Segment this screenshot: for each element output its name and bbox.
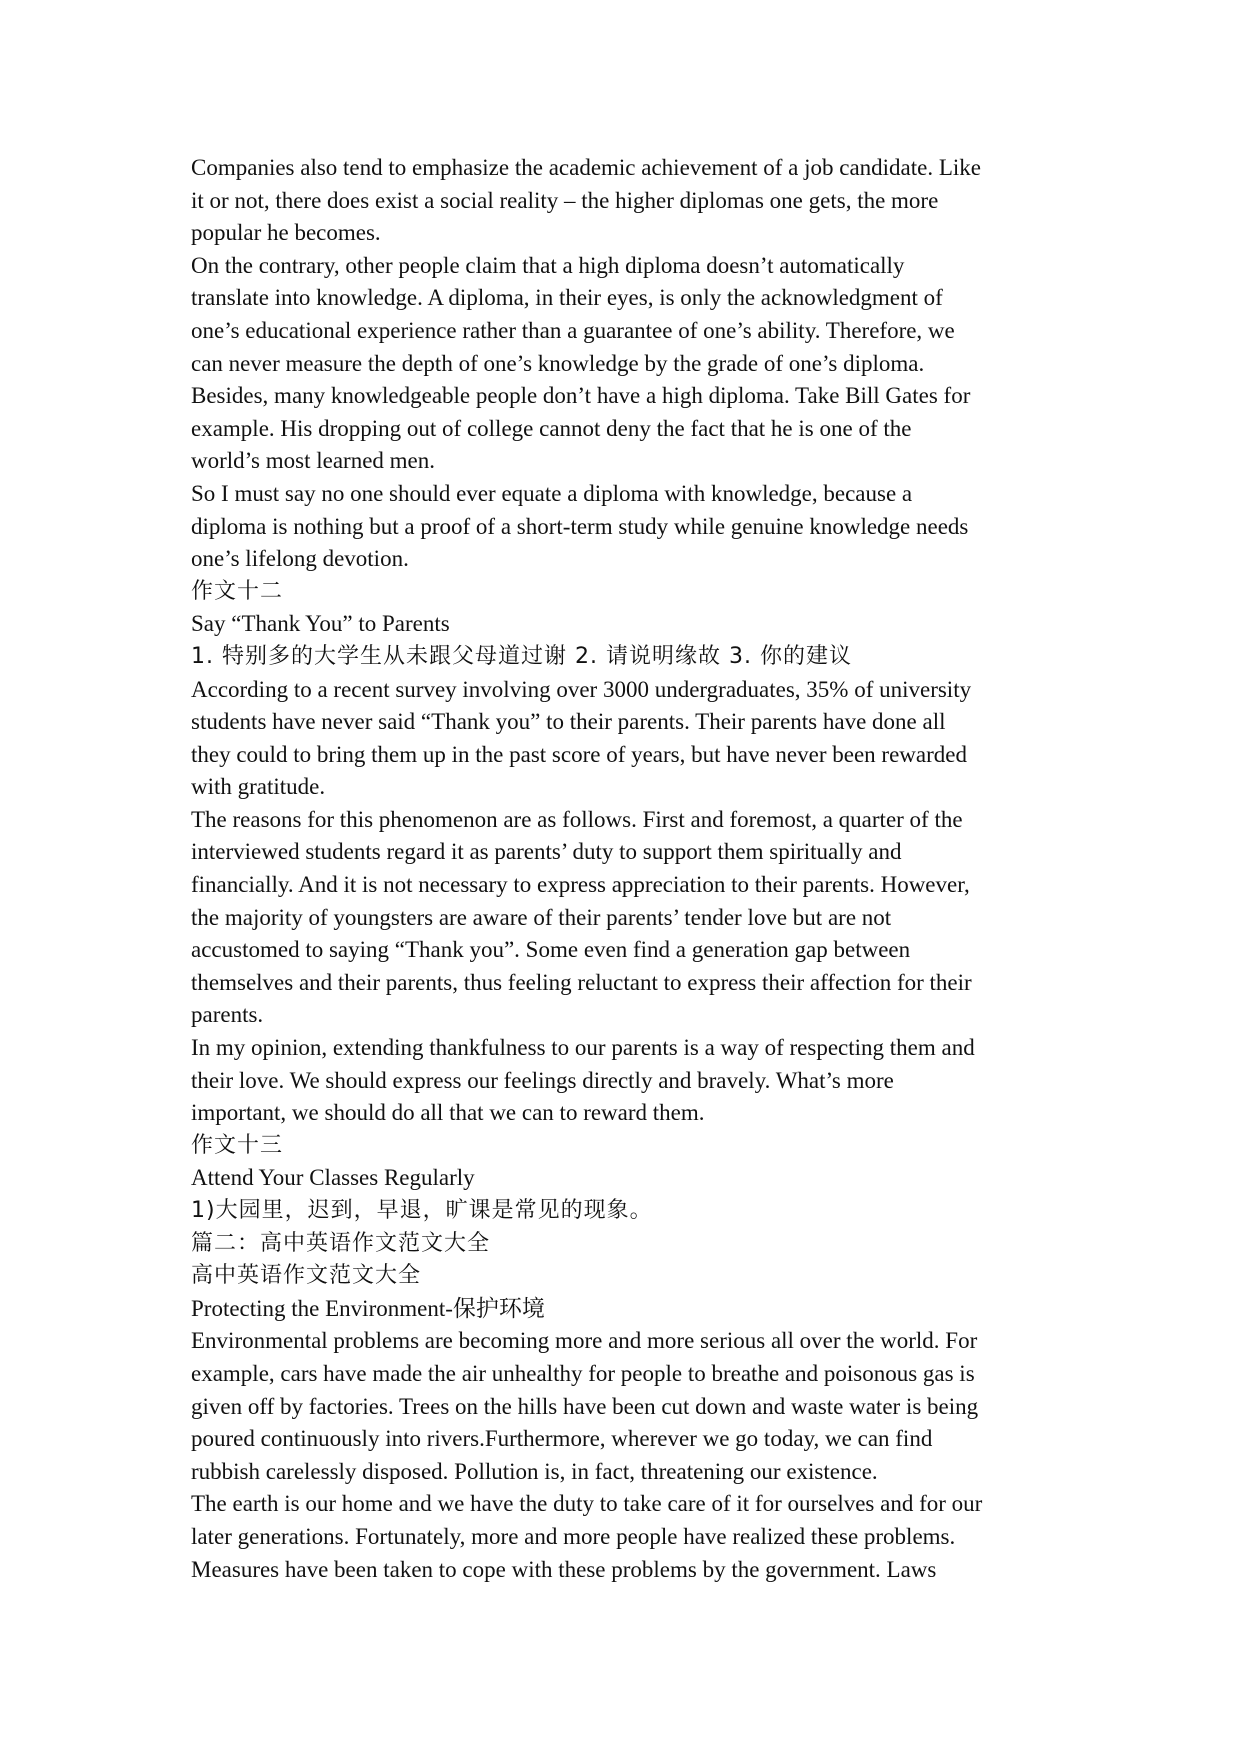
collection-title: 高中英语作文范文大全: [191, 1263, 422, 1289]
part-heading: 篇二：高中英语作文范文大全: [191, 1230, 491, 1256]
text-line: rubbish carelessly disposed. Pollution is, in fact, threatening our existence.: [191, 1458, 878, 1484]
body-text: [191, 152, 1071, 1586]
text-line: given off by factories. Trees on the hills have been cut down and waste water is being: [191, 1393, 979, 1419]
text-line: can never measure the depth of one’s knowledge by the grade of one’s diploma.: [191, 350, 925, 376]
text-line: Environmental problems are becoming more and more serious all over the world. For: [191, 1328, 978, 1354]
text-line: parents.: [191, 1002, 264, 1028]
text-line: poured continuously into rivers.Furthermore, wherever we go today, we can find: [191, 1426, 933, 1452]
text-line: their love. We should express our feelings directly and bravely. What’s more: [191, 1067, 894, 1093]
text-line: According to a recent survey involving over 3000 undergraduates, 35% of university: [191, 676, 972, 702]
essay-title: Say “Thank You” to Parents: [191, 611, 450, 637]
section-heading: 作文十二: [191, 578, 284, 604]
text-line: important, we should do all that we can to reward them.: [191, 1100, 705, 1126]
text-line: they could to bring them up in the past score of years, but have never been rewarded: [191, 741, 967, 767]
text-line: financially. And it is not necessary to express appreciation to their parents. However,: [191, 872, 970, 898]
essay-outline: 1. 特别多的大学生从未跟父母道过谢 2. 请说明缘故 3. 你的建议: [191, 643, 852, 669]
text-line: one’s educational experience rather than a guarantee of one’s ability. Therefore, we: [191, 317, 955, 343]
text-line: with gratitude.: [191, 774, 326, 800]
essay-title: Protecting the Environment-保护环境: [191, 1295, 545, 1321]
text-line: diploma is nothing but a proof of a short-term study while genuine knowledge needs: [191, 513, 969, 539]
text-line: Measures have been taken to cope with these problems by the government. Laws: [191, 1556, 937, 1582]
text-line: Besides, many knowledgeable people don’t have a high diploma. Take Bill Gates for: [191, 383, 971, 409]
text-line: interviewed students regard it as parents’ duty to support them spiritually and: [191, 839, 902, 865]
text-line: the majority of youngsters are aware of their parents’ tender love but are not: [191, 904, 892, 930]
text-line: world’s most learned men.: [191, 448, 436, 474]
essay-outline: 1)大园里，迟到，早退，旷课是常见的现象。: [191, 1198, 653, 1223]
text-line: Companies also tend to emphasize the academic achievement of a job candidate. Like: [191, 155, 981, 180]
text-line: example. His dropping out of college cannot deny the fact that he is one of the: [191, 415, 912, 441]
section-heading: 作文十三: [191, 1132, 284, 1158]
text-line: accustomed to saying “Thank you”. Some even find a generation gap between: [191, 937, 911, 963]
text-line: one’s lifelong devotion.: [191, 546, 409, 572]
text-line: The earth is our home and we have the duty to take care of it for ourselves and for our: [191, 1491, 983, 1517]
text-line: students have never said “Thank you” to their parents. Their parents have done all: [191, 709, 946, 735]
text-line: it or not, there does exist a social reality – the higher diplomas one gets, the more: [191, 187, 939, 213]
text-line: translate into knowledge. A diploma, in their eyes, is only the acknowledgment of: [191, 285, 943, 311]
text-line: In my opinion, extending thankfulness to our parents is a way of respecting them and: [191, 1035, 975, 1061]
text-line: popular he becomes.: [191, 220, 381, 246]
text-line: So I must say no one should ever equate a diploma with knowledge, because a: [191, 480, 913, 506]
text-line: example, cars have made the air unhealthy for people to breathe and poisonous gas is: [191, 1360, 975, 1386]
text-line: themselves and their parents, thus feeling reluctant to express their affection for their: [191, 969, 972, 995]
essay-title: Attend Your Classes Regularly: [191, 1165, 475, 1191]
text-line: On the contrary, other people claim that a high diploma doesn’t automatically: [191, 252, 905, 278]
text-line: later generations. Fortunately, more and more people have realized these problems.: [191, 1523, 956, 1549]
text-line: The reasons for this phenomenon are as follows. First and foremost, a quarter of the: [191, 806, 963, 832]
